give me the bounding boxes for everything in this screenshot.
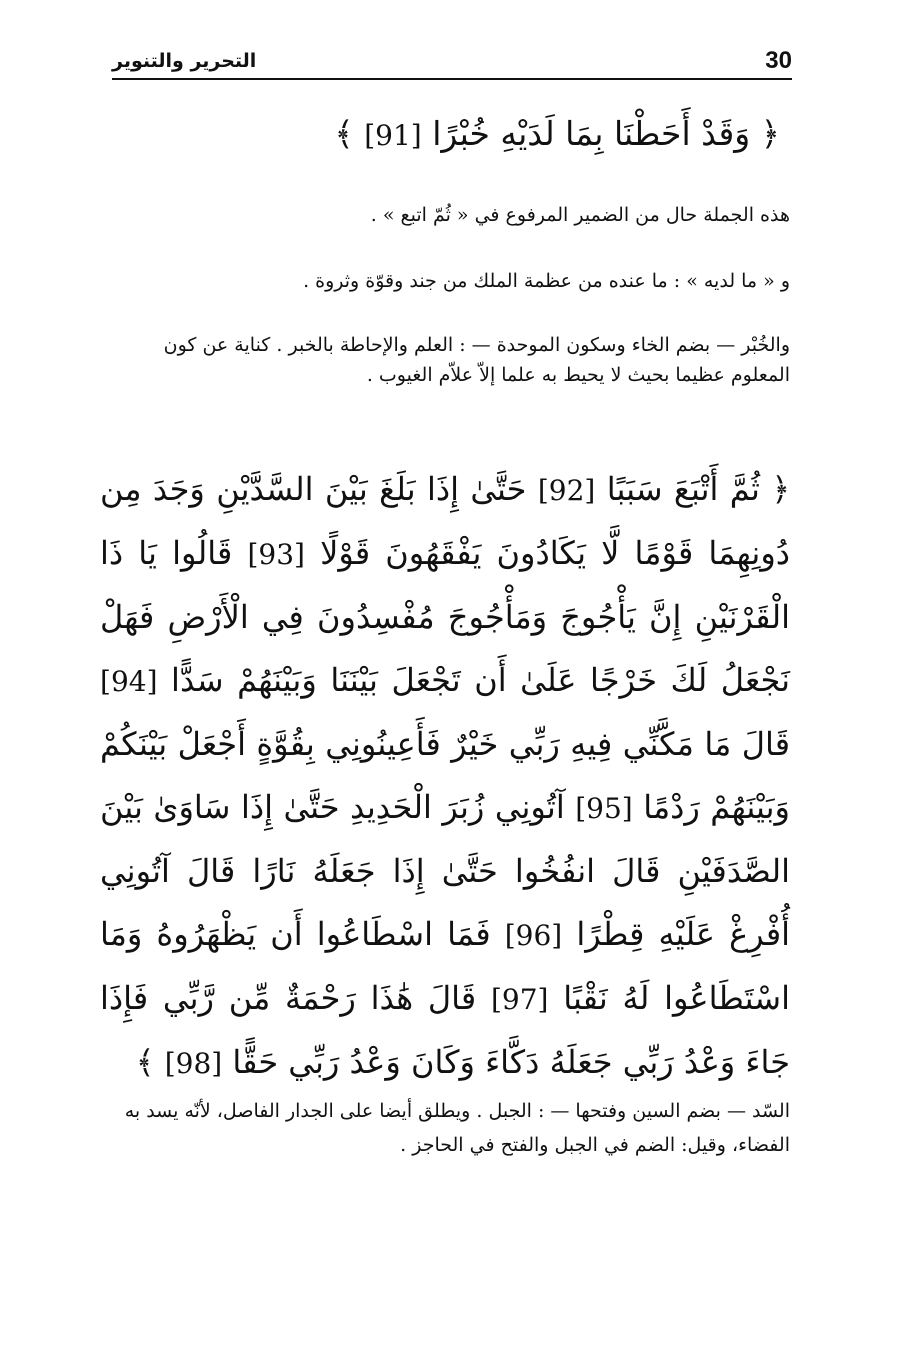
commentary-note-1: هذه الجملة حال من الضمير المرفوع في « ثُمّ اتبع » . [370, 204, 790, 226]
verse-text: وَقَدْ أَحَطْنَا بِمَا لَدَيْهِ خُبْرًا [432, 114, 751, 153]
verses-92-98 [100, 458, 790, 1095]
commentary-note-3: والخُبْر — بضم الخاء وسكون الموحدة — : العلم والإحاطة بالخبر . كناية عن كون المعلوم عظيما بحيث لا يحيط به علما إلاّ علاّم الغيوب . [163, 334, 790, 386]
page-header [112, 44, 792, 80]
verse-92-number: [92] [537, 474, 596, 507]
verse-95-number: [95] [575, 792, 633, 825]
verse-96-number: [96] [504, 919, 563, 952]
verse-open-bracket: ﴿ [760, 114, 780, 153]
verse-95-text: قَالَ مَا مَكَّنِّي فِيهِ رَبِّي خَيْرٌ فَأَعِينُونِي بِقُوَّةٍ أَجْعَلْ بَيْنَكُمْ وَبَيْنَهُمْ رَدْمًا [100, 725, 791, 826]
verse-94-number: [94] [100, 665, 158, 698]
verse-close-bracket: ﴾ [334, 114, 354, 153]
verse-91 [300, 108, 780, 162]
verses-open-bracket: ﴿ [771, 470, 791, 508]
verse-number: [91] [364, 119, 422, 152]
commentary-note-2: و « ما لديه » : ما عنده من عظمة الملك من جند وقوّة وثروة . [303, 270, 790, 292]
verses-close-bracket: ﴾ [135, 1043, 155, 1081]
page-number: 30 [765, 47, 792, 74]
verse-94-text: قَالُوا يَا ذَا الْقَرْنَيْنِ إِنَّ يَأْجُوجَ وَمَأْجُوجَ مُفْسِدُونَ فِي الْأَرْضِ فَهَلْ نَجْعَلُ لَكَ خَرْجًا عَلَىٰ أَن تَجْعَلَ بَيْنَنَا وَبَيْنَهُمْ سَدًّا [100, 534, 791, 699]
verse-98-text: قَالَ هَٰذَا رَحْمَةٌ مِّن رَّبِّي فَإِذَا جَاءَ وَعْدُ رَبِّي جَعَلَهُ دَكَّاءَ وَكَانَ وَعْدُ رَبِّي حَقًّا [100, 979, 790, 1081]
verse-93-number: [93] [247, 538, 305, 571]
running-title: التحرير والتنوير [112, 50, 257, 72]
verse-97-text: فَمَا اسْطَاعُوا أَن يَظْهَرُوهُ وَمَا اسْتَطَاعُوا لَهُ نَقْبًا [100, 915, 791, 1017]
verse-93-text: حَتَّىٰ إِذَا بَلَغَ بَيْنَ السَّدَّيْنِ وَجَدَ مِن دُونِهِمَا قَوْمًا لَّا يَكَادُونَ يَفْقَهُونَ قَوْلًا [100, 470, 791, 572]
verse-98-number: [98] [164, 1047, 223, 1080]
verse-92-text: ثُمَّ أَتْبَعَ سَبَبًا [606, 470, 760, 508]
verse-96-text: آتُونِي زُبَرَ الْحَدِيدِ حَتَّىٰ إِذَا سَاوَىٰ بَيْنَ الصَّدَفَيْنِ قَالَ انفُخُوا حَتَّىٰ إِذَا جَعَلَهُ نَارًا قَالَ آتُونِي أُفْرِغْ عَلَيْهِ قِطْرًا [100, 788, 791, 953]
footnote: السّد — بضم السين وفتحها — : الجبل . ويطلق أيضا على الجدار الفاصل، لأنّه يسد به الفضاء، وقيل: الضم في الجبل والفتح في الحاجز . [124, 1100, 790, 1156]
verse-97-number: [97] [490, 983, 549, 1016]
